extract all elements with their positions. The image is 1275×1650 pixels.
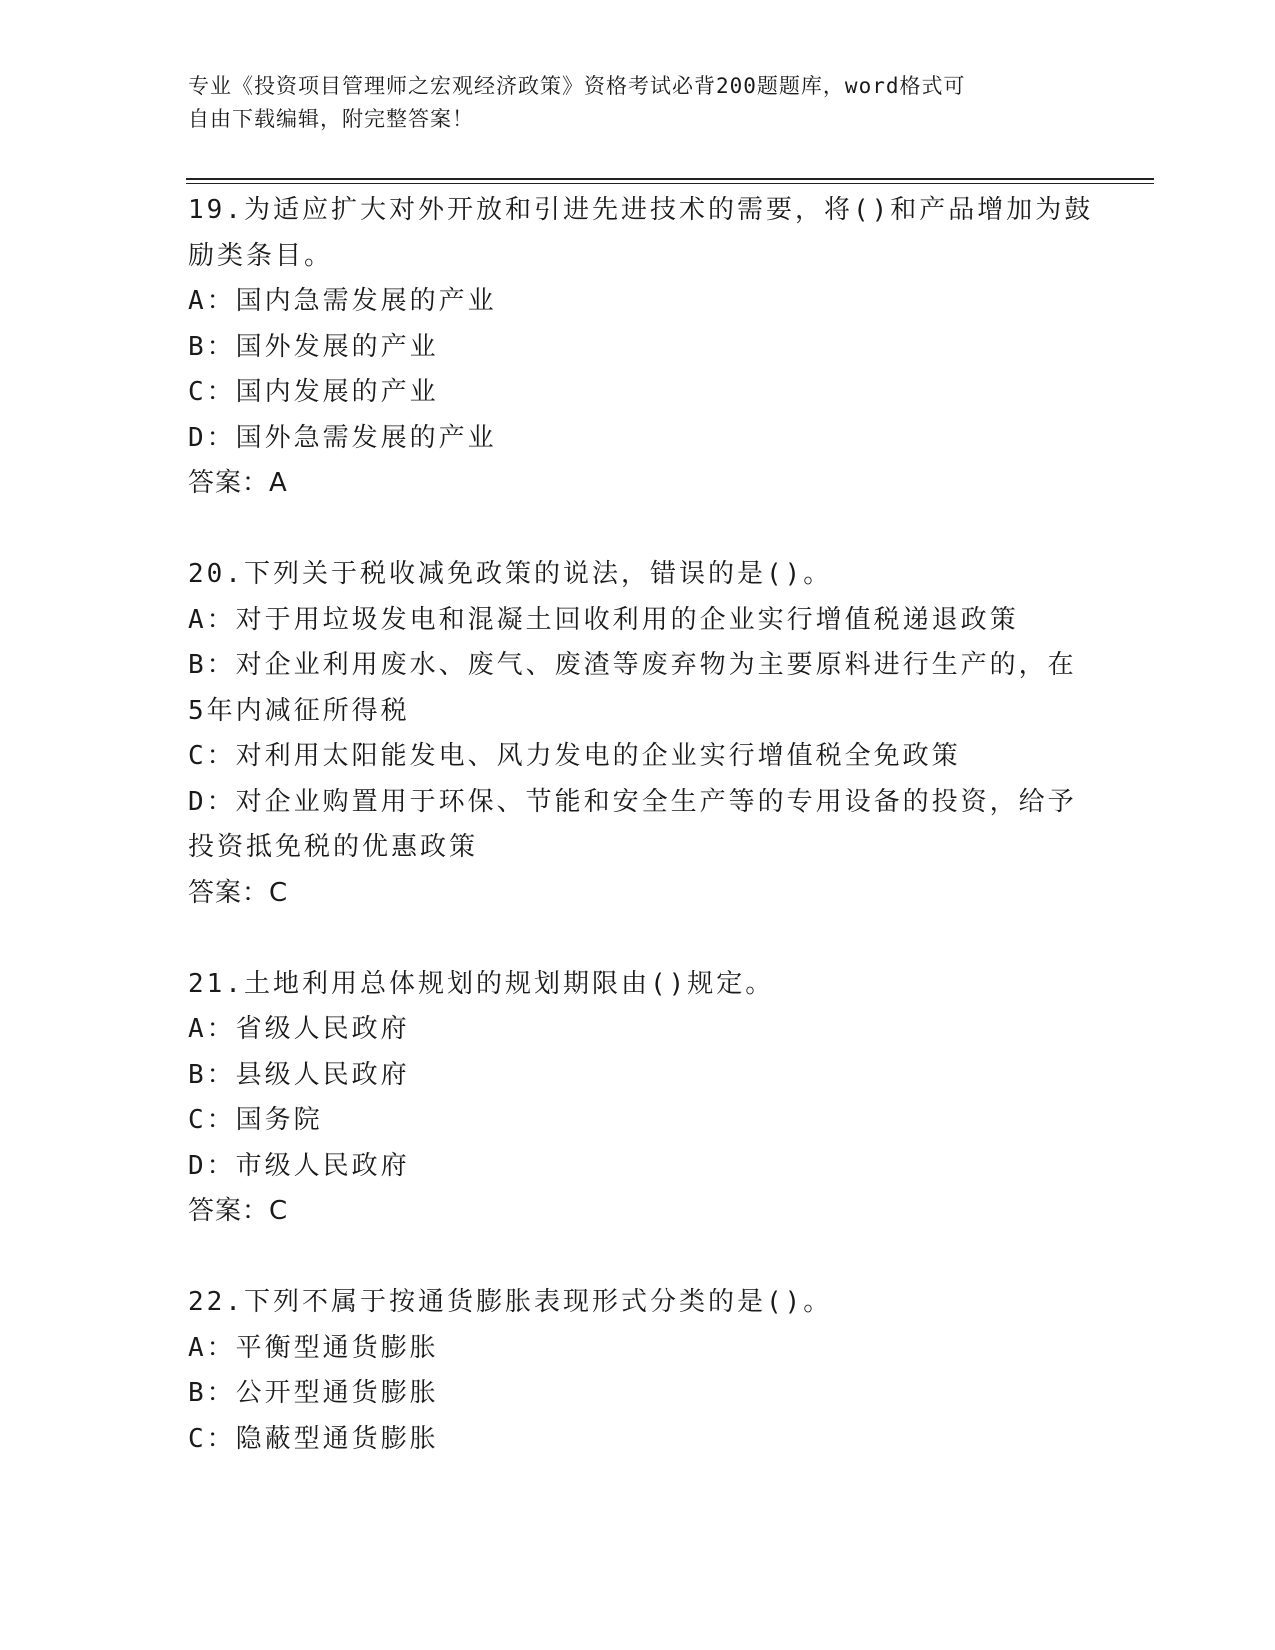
header-divider [186,178,1154,184]
answer-label: 答案： [188,468,270,498]
answer-value: A [269,468,288,498]
spacer [188,1235,1088,1281]
option-c: C：对利用太阳能发电、风力发电的企业实行增值税全免政策 [188,741,961,771]
header-line-1: 专业《投资项目管理师之宏观经济政策》资格考试必背200题题库，word格式可 [188,74,966,98]
answer-line [188,461,1088,507]
question-stem-line: 22.下列不属于按通货膨胀表现形式分类的是()。 [188,1287,833,1317]
question-20 [188,552,1088,916]
option-a: A：平衡型通货膨胀 [188,1332,439,1363]
header-line-2: 自由下载编辑，附完整答案！ [188,107,474,131]
spacer [188,507,1088,553]
question-19 [188,188,1094,507]
option-b: B：县级人民政府 [188,1059,410,1090]
answer-label: 答案： [188,1196,270,1226]
option-d: D：国外急需发展的产业 [188,422,497,453]
question-stem-line: 励类条目。 [188,240,334,271]
option-b: B：对企业利用废水、废气、废渣等废弃物为主要原料进行生产的，在 [188,650,1077,680]
question-stem-line: 20.下列关于税收减免政策的说法，错误的是()。 [188,559,833,589]
answer-line [188,1189,1088,1235]
question-list [188,188,1094,1462]
option-a: A：对于用垃圾发电和混凝土回收利用的企业实行增值税递退政策 [188,604,1019,635]
option-b: B：国外发展的产业 [188,331,439,362]
question-stem-line: 19.为适应扩大对外开放和引进先进技术的需要，将()和产品增加为鼓 [188,195,1094,225]
answer-label: 答案： [188,877,270,908]
question-21 [188,962,1088,1235]
answer-line [188,871,1088,917]
option-d: D：对企业购置用于环保、节能和安全生产等的专用设备的投资，给予 [188,786,1077,817]
document-header [188,70,1068,136]
option-a: A：国内急需发展的产业 [188,286,497,316]
answer-value: C [269,1196,289,1226]
question-stem-line: 21.土地利用总体规划的规划期限由()规定。 [188,968,775,999]
option-a: A：省级人民政府 [188,1014,410,1044]
spacer [188,916,1088,962]
option-d: D：市级人民政府 [188,1150,410,1181]
question-22 [188,1280,1088,1462]
option-b: B：公开型通货膨胀 [188,1378,439,1408]
option-c: C：隐蔽型通货膨胀 [188,1423,439,1454]
option-b-continued: 5年内减征所得税 [188,695,410,726]
option-c: C：国内发展的产业 [188,377,439,407]
option-d-continued: 投资抵免税的优惠政策 [188,832,479,862]
option-c: C：国务院 [188,1105,323,1135]
answer-value: C [269,877,289,908]
